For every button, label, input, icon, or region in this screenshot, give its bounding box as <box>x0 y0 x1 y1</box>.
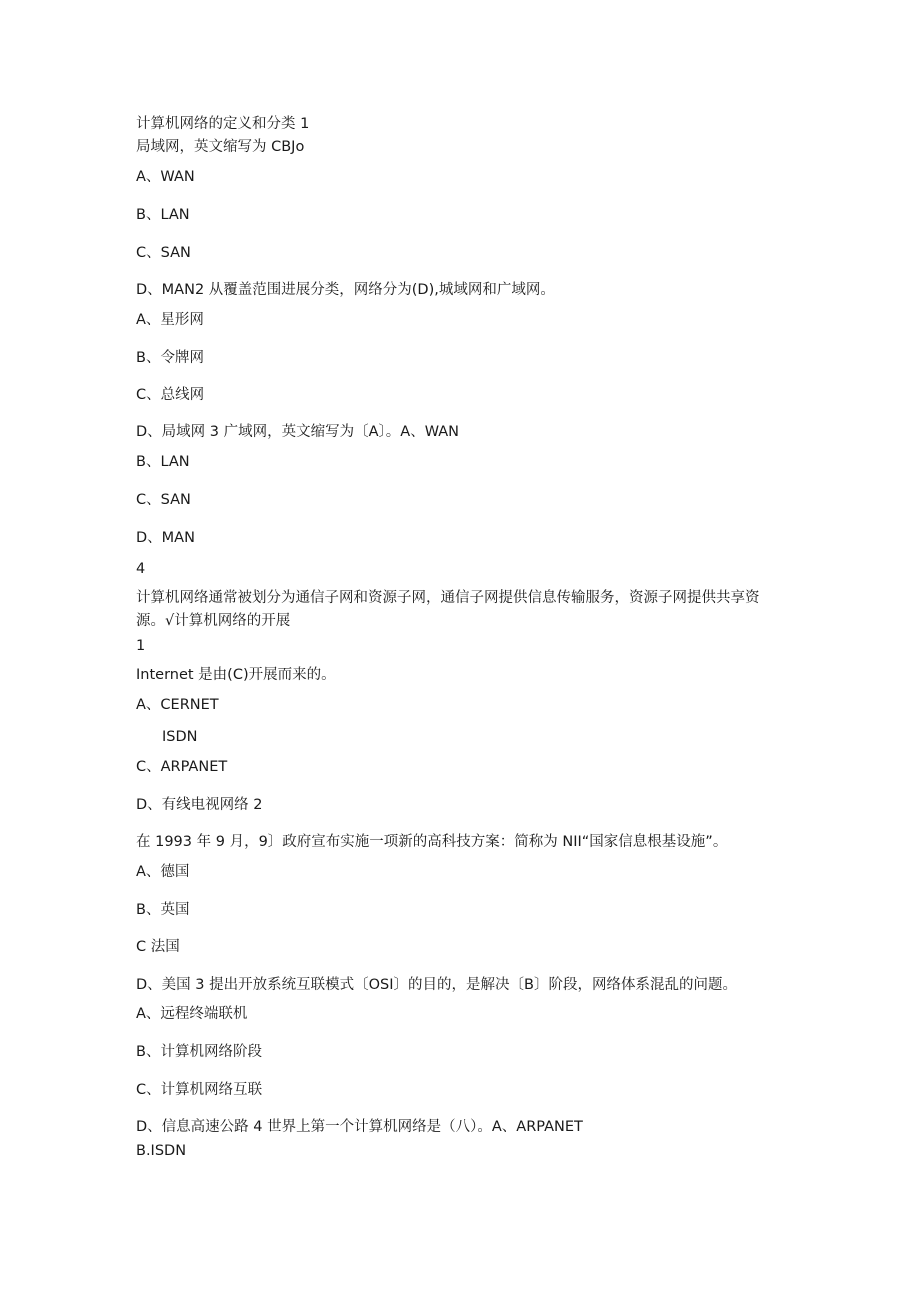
option-b: B、LAN <box>136 454 190 470</box>
option-d-question: D、美国 3 提出开放系统互联模式〔OSI〕的目的，是解决〔B〕阶段，网络体系混乱的问题。 <box>136 977 737 993</box>
option-c: C、总线网 <box>136 387 205 403</box>
option-c: C、ARPANET <box>136 759 228 775</box>
option-d: D、MAN <box>136 530 195 546</box>
question-text: 在 1993 年 9 月，9〕政府宣布实施一项新的高科技方案：简称为 NII“国家信息根基设施”。 <box>136 834 728 850</box>
section-heading: 计算机网络的定义和分类 1 <box>136 116 310 132</box>
option-a: A、德国 <box>136 864 190 880</box>
question-text: Internet 是由(C)开展而来的。 <box>136 667 336 683</box>
option-c: C 法国 <box>136 939 180 955</box>
option-a: A、WAN <box>136 169 195 185</box>
option-d-question: D、MAN2 从覆盖范围进展分类，网络分为(D),城域网和广域网。 <box>136 282 555 298</box>
option-a: A、星形网 <box>136 312 204 328</box>
option-d-question: D、局域网 3 广域网，英文缩写为〔A〕。A、WAN <box>136 424 460 440</box>
option-b: B、英国 <box>136 902 190 918</box>
option-c: C、SAN <box>136 492 191 508</box>
option-a: A、CERNET <box>136 697 219 713</box>
option-b: ISDN <box>162 729 198 745</box>
true-false-question: 计算机网络通常被划分为通信子网和资源子网，通信子网提供信息传输服务，资源子网提供共享资源。√计算机网络的开展 <box>136 590 760 629</box>
option-b: B、LAN <box>136 207 190 223</box>
option-c: C、SAN <box>136 245 191 261</box>
question-number: 1 <box>136 638 146 654</box>
option-b: B.ISDN <box>136 1143 187 1159</box>
option-a: A、远程终端联机 <box>136 1006 248 1022</box>
question-text: 局域网，英文缩写为 CBJo <box>136 139 305 155</box>
option-d: D、有线电视网络 2 <box>136 797 263 813</box>
question-number: 4 <box>136 561 146 577</box>
option-c: C、计算机网络互联 <box>136 1082 263 1098</box>
option-b: B、计算机网络阶段 <box>136 1044 262 1060</box>
option-d-question: D、信息高速公路 4 世界上第一个计算机网络是（八）。A、ARPANET <box>136 1119 583 1135</box>
option-b: B、令牌网 <box>136 350 204 366</box>
